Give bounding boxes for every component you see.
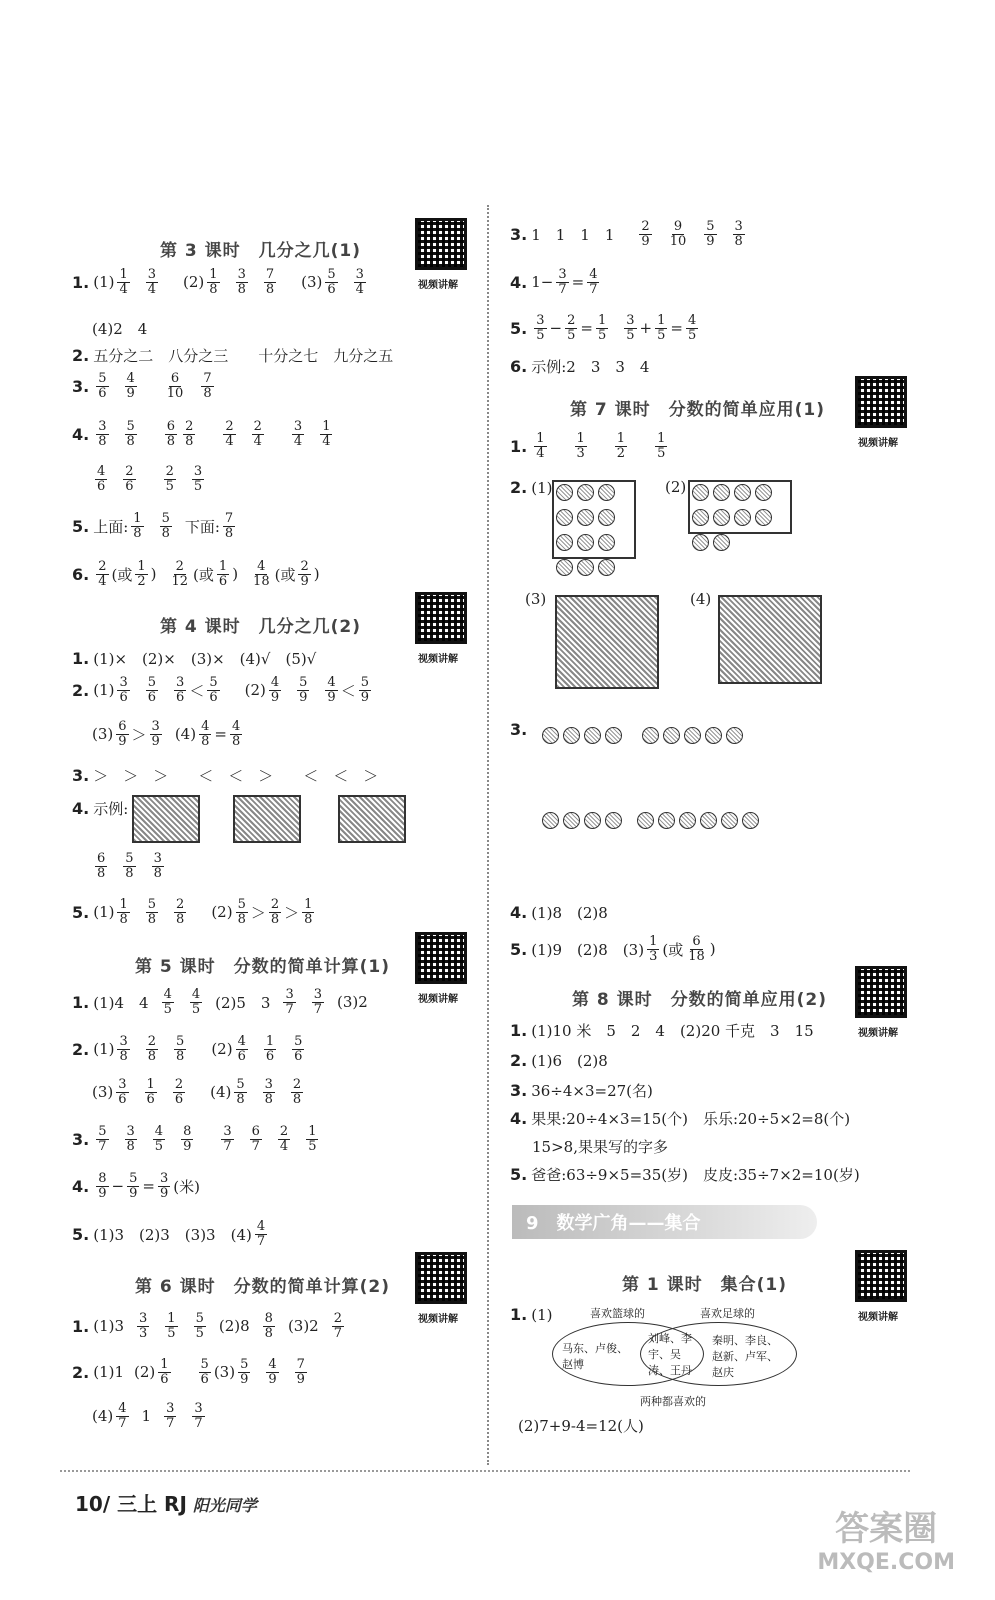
answer-line (518, 1415, 644, 1436)
answer-line: (4)2 4 (92, 320, 148, 338)
answer-line: 3. ＞ ＞ ＞ ＜ ＜ ＞ ＜ ＜ ＞ (72, 766, 379, 785)
answer-line: (4) $\frac{4}{7}$ 1 $\frac{3}{7}$ $\frac{3}{7}$ (92, 1401, 203, 1431)
answer-text: 15>8,果果写的字多 (532, 1138, 668, 1156)
watermark-url: MXQE.COM (817, 1550, 955, 1575)
section-title-lesson5: 第 5 课时 分数的简单计算(1) (135, 957, 391, 977)
answer-line: 2. (1) (510, 478, 553, 497)
answer-text: (2)7+9-4=12(人) (518, 1417, 644, 1435)
answer-line: (3) (525, 590, 547, 608)
section-title-lesson8: 第 8 课时 分数的简单应用(2) (572, 990, 828, 1010)
answer-line: $\frac{4}{6}$ $\frac{2}{6}$ $\frac{2}{5}$ $\frac{3}{5}$ (97, 464, 203, 494)
brand-logo: 阳光同学 (192, 1496, 257, 1515)
fruit-group (635, 810, 761, 831)
answer-line: 3. 1 1 1 1 $\frac{2}{9}$ $\frac{9}{10}$ $\frac{5}{9}$ $\frac{3}{8}$ (510, 219, 743, 249)
footer-rule (60, 1470, 910, 1472)
answer-text: (1)10 米 5 2 4 (2)20 千克 3 15 (531, 1022, 814, 1040)
answer-line: 5. (1)9 (2)8 (3) $\frac{1}{3}$ (或 $\frac{6}{18}$ ) (510, 934, 716, 964)
shaded-rectangle (132, 795, 200, 843)
answer-text: 五分之二 八分之三 十分之七 九分之五 (93, 347, 394, 365)
venn-left-label: 喜欢篮球的 (590, 1307, 645, 1320)
qr-code-icon (415, 1252, 467, 1304)
qr-code-icon (415, 218, 467, 270)
answer-line: (3) $\frac{6}{9}$ ＞ $\frac{3}{9}$ (4) $\frac{4}{8}$ = $\frac{4}{8}$ (92, 719, 241, 749)
answer-line: 4. $\frac{3}{8}$ $\frac{5}{8}$ $\frac{6}{8}$ $\frac{2}{8}$ $\frac{2}{4}$ $\frac{2}{4}$ $\frac{3}{4}$ $\frac{1}{4}$ (72, 419, 331, 449)
venn-right-label: 喜欢足球的 (700, 1307, 755, 1320)
section-title-lesson7: 第 7 课时 分数的简单应用(1) (570, 400, 826, 420)
fruit-group (540, 725, 624, 746)
qr-label: 视频讲解 (418, 280, 458, 291)
qr-label: 视频讲解 (418, 654, 458, 665)
shaded-rectangle (233, 795, 301, 843)
answer-text: 示例: (93, 800, 129, 818)
qr-code-icon (415, 592, 467, 644)
page-number: 10/ 三上 RJ (75, 1492, 187, 1516)
chapter-banner: 9 数学广角——集合 (512, 1205, 817, 1239)
answer-line: 1. (1)× (2)× (3)× (4)√ (5)√ (72, 649, 317, 668)
fraction-diagram (718, 595, 822, 684)
answer-line: 4. (1)8 (2)8 (510, 903, 608, 922)
venn-left-names: 马东、卢俊、赵博 (562, 1342, 628, 1371)
answer-line: 1. (1) (510, 1305, 553, 1324)
answer-text: (1)8 (2)8 (531, 904, 608, 922)
answer-line: (3) $\frac{3}{6}$ $\frac{1}{6}$ $\frac{2}{6}$ (4) $\frac{5}{8}$ $\frac{3}{8}$ $\frac{2}{8}$ (92, 1077, 302, 1107)
answer-line: $\frac{6}{8}$ $\frac{5}{8}$ $\frac{3}{8}$ (97, 851, 162, 881)
answer-line: (4) (690, 590, 712, 608)
fraction-diagram (552, 480, 636, 559)
answer-line: 1. (1)3 $\frac{3}{3}$ $\frac{1}{5}$ $\frac{5}{5}$ (2)8 $\frac{8}{8}$ (3)2 $\frac{2}{7}$ (72, 1311, 343, 1341)
answer-line: 6. 示例:2 3 3 4 (510, 357, 650, 376)
answer-text: (1)3 (2)3 (3)3 (4) (93, 1225, 252, 1244)
answer-line: 1. (1)4 4 $\frac{4}{5}$ $\frac{4}{5}$ (2)5 3 $\frac{3}{7}$ $\frac{3}{7}$ (3)2 (72, 987, 368, 1017)
answer-text: 爸爸:63÷9×5=35(岁) 皮皮:35÷7×2=10(岁) (531, 1166, 860, 1184)
answer-text: (1)× (2)× (3)× (4)√ (5)√ (93, 650, 317, 668)
qr-code-icon (415, 932, 467, 984)
qr-label: 视频讲解 (858, 1028, 898, 1039)
venn-middle-names: 刘峰、李宇、吴涛、王丹 (648, 1332, 692, 1377)
answer-line: 1. $\frac{1}{4}$ $\frac{1}{3}$ $\frac{1}{2}$ $\frac{1}{5}$ (510, 431, 666, 461)
answer-line: 2. 五分之二 八分之三 十分之七 九分之五 (72, 346, 394, 365)
qr-label: 视频讲解 (858, 438, 898, 449)
answer-line: (2) (665, 478, 687, 496)
answer-line: 4. $\frac{8}{9}$ − $\frac{5}{9}$ = $\frac{3}{9}$ (米) (72, 1171, 200, 1201)
fraction-diagram (688, 480, 792, 534)
answer-line: 4. 果果:20÷4×3=15(个) 乐乐:20÷5×2=8(个) (510, 1109, 851, 1128)
section-title-lesson3: 第 3 课时 几分之几(1) (160, 241, 362, 261)
answer-line: 1. (1) $\frac{1}{4}$ $\frac{3}{4}$ (2) $\frac{1}{8}$ $\frac{3}{8}$ $\frac{7}{8}$ (3) $\frac{5}{6}$ $\frac{3}{4}$ (72, 267, 364, 297)
column-divider (487, 205, 489, 1465)
answer-line: 5. 爸爸:63÷9×5=35(岁) 皮皮:35÷7×2=10(岁) (510, 1165, 860, 1184)
venn-bottom-label: 两种都喜欢的 (640, 1395, 706, 1408)
fraction-diagram (555, 595, 659, 689)
qr-label: 视频讲解 (418, 1314, 458, 1325)
answer-line: 5. (1) $\frac{1}{8}$ $\frac{5}{8}$ $\frac{2}{8}$ (2) $\frac{5}{8}$ ＞ $\frac{2}{8}$ ＞ $\frac{1}{8}$ (72, 897, 313, 927)
qr-code-icon (855, 1250, 907, 1302)
answer-line: 2. (1) $\frac{3}{8}$ $\frac{2}{8}$ $\frac{5}{8}$ (2) $\frac{4}{6}$ $\frac{1}{6}$ $\frac{5}{6}$ (72, 1034, 303, 1064)
answer-line: 5. (1)3 (2)3 (3)3 (4) $\frac{4}{7}$ (72, 1219, 266, 1249)
watermark (817, 1501, 955, 1575)
section-title-lesson6: 第 6 课时 分数的简单计算(2) (135, 1277, 391, 1297)
answer-text: 果果:20÷4×3=15(个) 乐乐:20÷5×2=8(个) (531, 1110, 851, 1128)
qr-code-icon (855, 966, 907, 1018)
answer-line: 2. (1) $\frac{3}{6}$ $\frac{5}{6}$ $\frac{3}{6}$ ＜ $\frac{5}{6}$ (2) $\frac{4}{9}$ $\frac{5}{9}$ $\frac{4}{9}$ ＜ $\frac{5}{9}$ (72, 675, 369, 705)
answer-text: 示例:2 3 3 4 (531, 358, 650, 376)
watermark-text: 答案圈 (835, 1509, 938, 1549)
footer (75, 1488, 257, 1517)
qr-label: 视频讲解 (858, 1312, 898, 1323)
qr-label: 视频讲解 (418, 994, 458, 1005)
answer-line: 3. (510, 720, 528, 739)
answer-line: 3. $\frac{5}{7}$ $\frac{3}{8}$ $\frac{4}{5}$ $\frac{8}{9}$ $\frac{3}{7}$ $\frac{6}{7}$ $\frac{2}{4}$ $\frac{1}{5}$ (72, 1124, 317, 1154)
answer-line: 2. (1)6 (2)8 (510, 1051, 608, 1070)
answer-line: 4. 1− $\frac{3}{7}$ = $\frac{4}{7}$ (510, 267, 598, 297)
answer-line: 5. 上面: $\frac{1}{8}$ $\frac{5}{8}$ 下面: $\frac{7}{8}$ (72, 511, 234, 541)
answer-text: ＞ ＞ ＞ ＜ ＜ ＞ ＜ ＜ ＞ (93, 767, 379, 785)
section-title-sets-lesson1: 第 1 课时 集合(1) (622, 1275, 788, 1295)
answer-line: 3. $\frac{5}{6}$ $\frac{4}{9}$ $\frac{6}{10}$ $\frac{7}{8}$ (72, 371, 212, 401)
answer-text: (1)6 (2)8 (531, 1052, 608, 1070)
answer-line: 6. $\frac{2}{4}$ (或 $\frac{1}{2}$ ) $\frac{2}{12}$ (或 $\frac{1}{6}$ ) $\frac{4}{18}$ (或 $\frac{2}{9}$ ) (72, 559, 320, 589)
answer-line: 3. 36÷4×3=27(名) (510, 1081, 653, 1100)
shaded-rectangle (338, 795, 406, 843)
answer-line (532, 1136, 668, 1157)
answer-text: 36÷4×3=27(名) (531, 1082, 653, 1100)
venn-right-names: 秦明、李良、赵新、卢军、赵庆 (712, 1334, 778, 1379)
answer-line: 4. 示例: (72, 799, 129, 818)
section-title-lesson4: 第 4 课时 几分之几(2) (160, 617, 362, 637)
answer-line: 1. (1)10 米 5 2 4 (2)20 千克 3 15 (510, 1021, 814, 1040)
fruit-group (640, 725, 745, 746)
answer-line: 5. $\frac{3}{5}$ − $\frac{2}{5}$ = $\frac{1}{5}$ $\frac{3}{5}$ + $\frac{1}{5}$ = $\frac{4}{5}$ (510, 313, 697, 343)
answer-line: 2. (1)1 (2) $\frac{1}{6}$ $\frac{5}{6}$ (3) $\frac{5}{9}$ $\frac{4}{9}$ $\frac{7}{9}$ (72, 1357, 305, 1387)
qr-code-icon (855, 376, 907, 428)
fruit-group (540, 810, 624, 831)
